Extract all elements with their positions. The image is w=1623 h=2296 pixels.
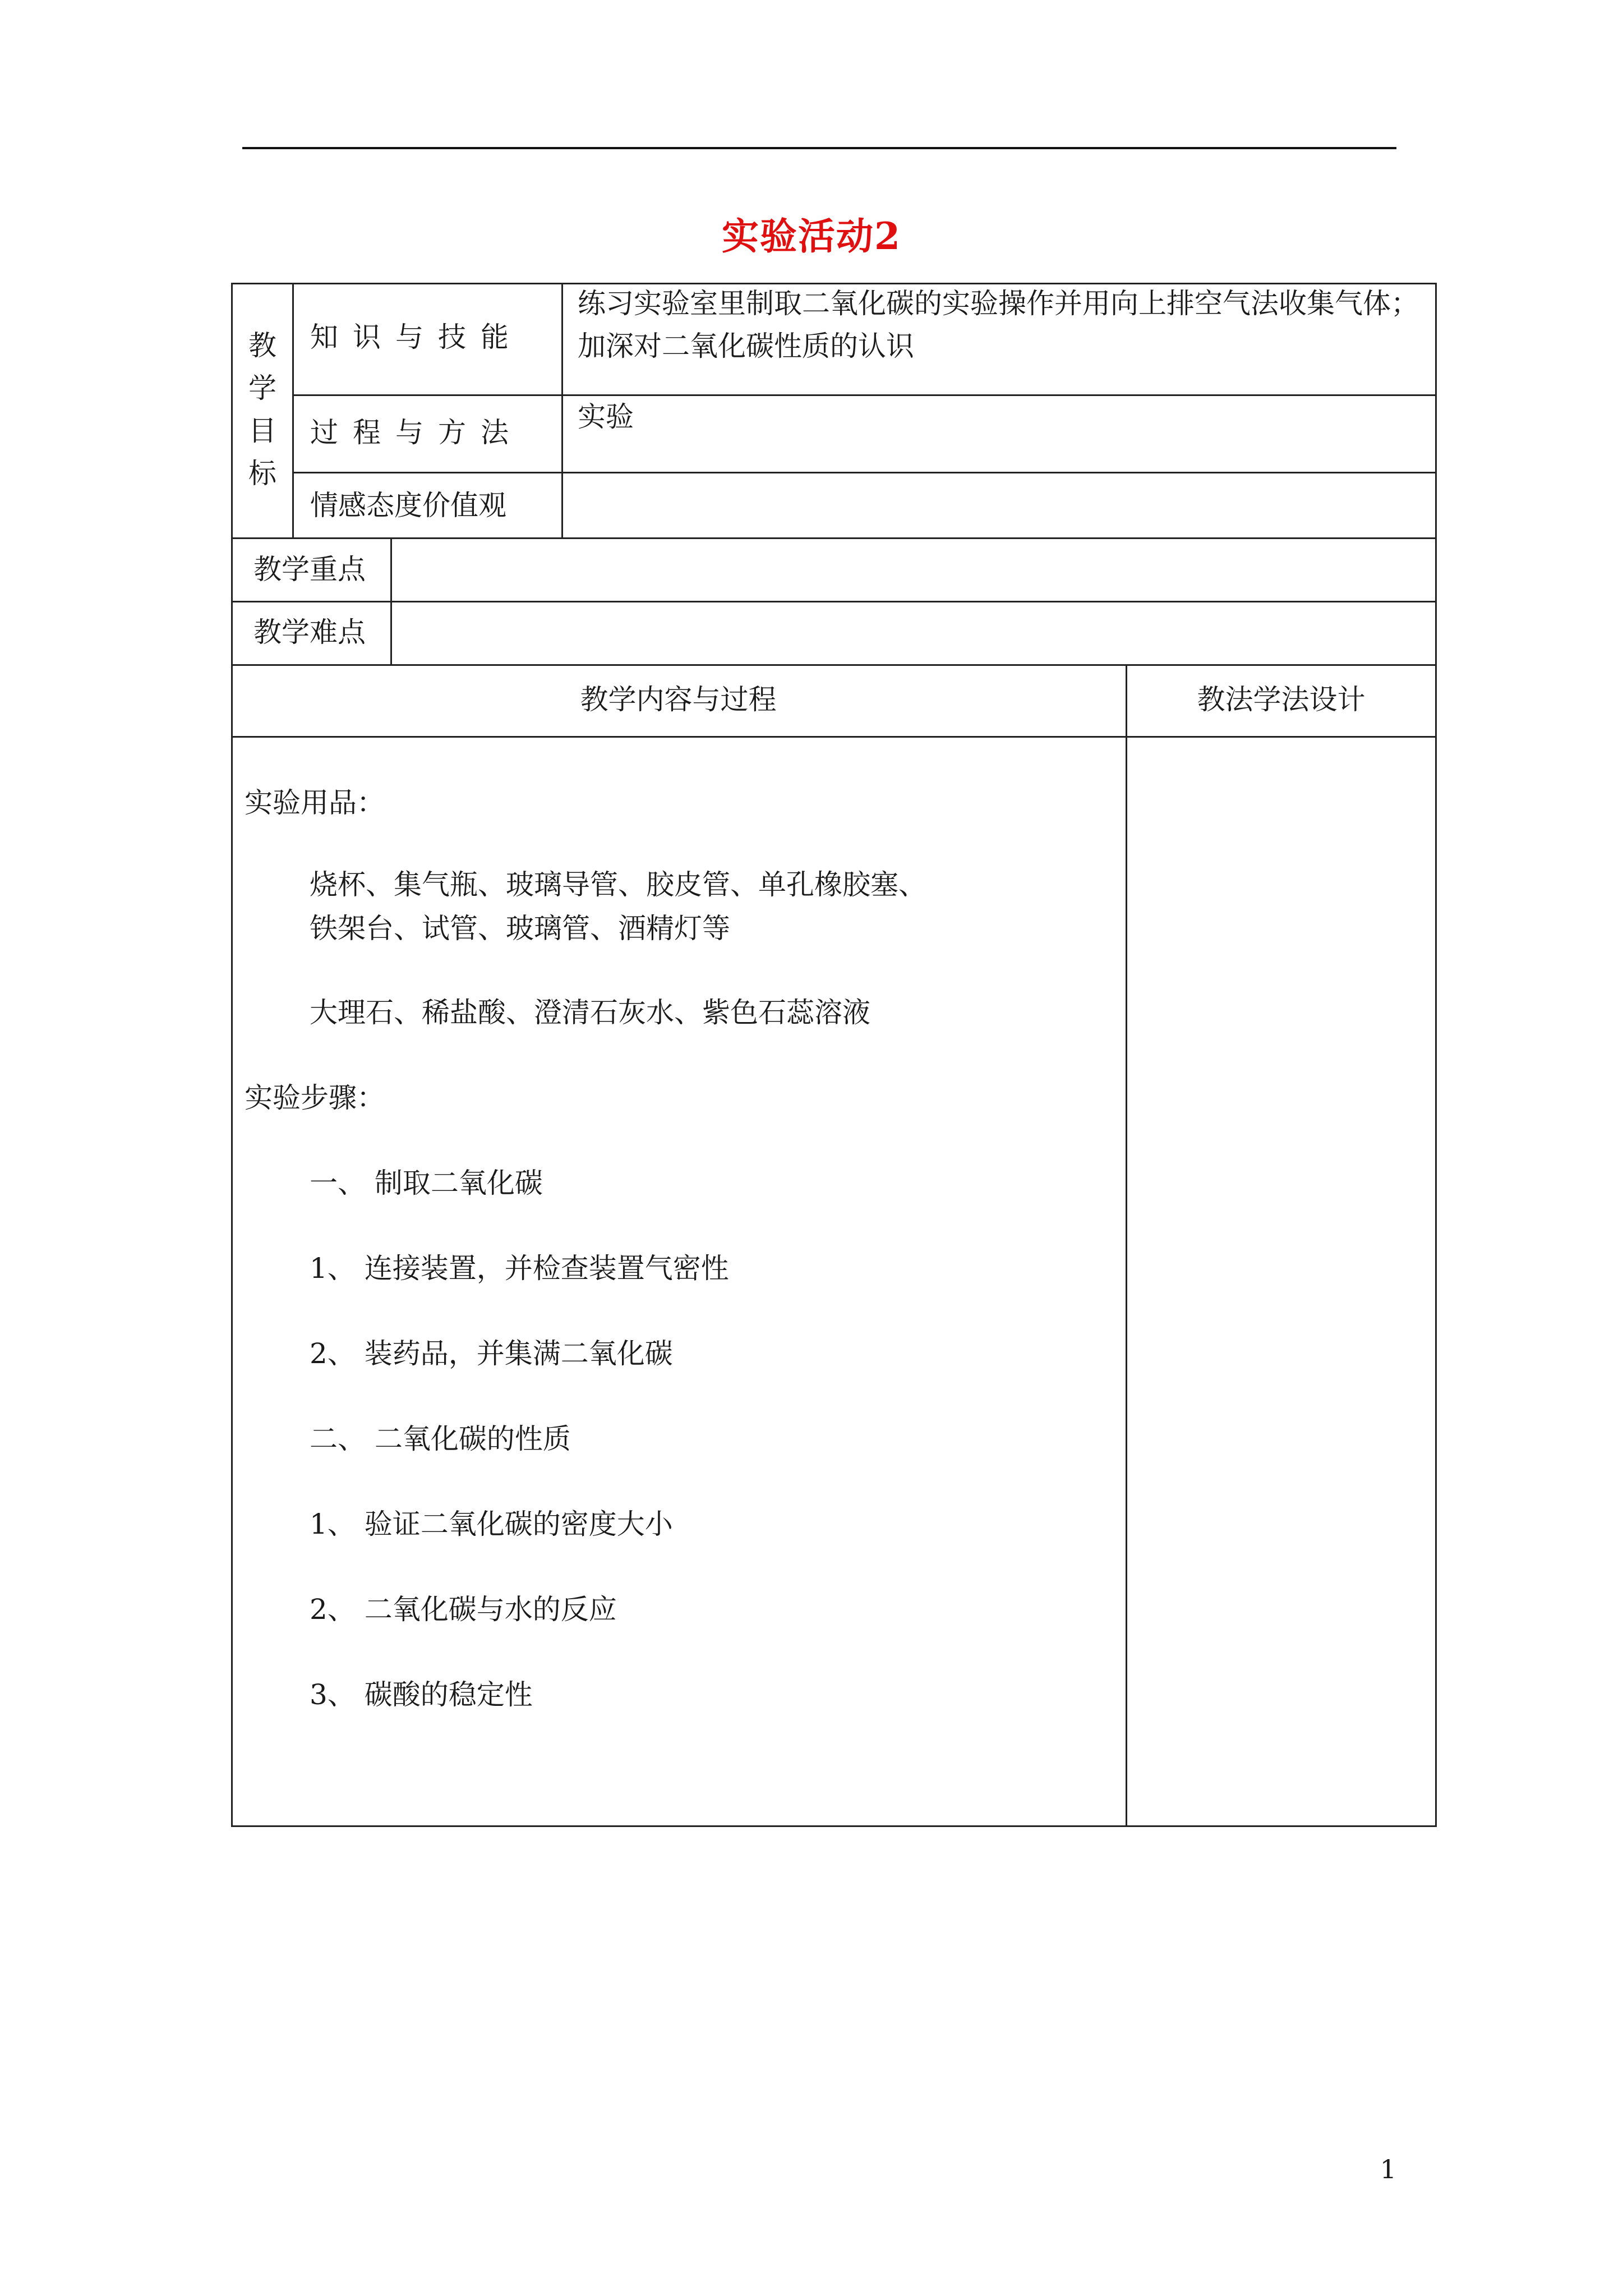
step-item: 1、 连接装置，并检查装置气密性 — [310, 1252, 729, 1285]
reagents-line: 大理石、稀盐酸、澄清石灰水、紫色石蕊溶液 — [310, 996, 870, 1029]
step-section-1: 一、 制取二氧化碳 — [310, 1167, 543, 1199]
materials-line-2: 铁架台、试管、玻璃管、酒精灯等 — [310, 912, 730, 945]
group-label-char: 目 — [248, 415, 276, 447]
knowledge-skills-line-2: 加深对二氧化碳性质的认识 — [578, 330, 914, 362]
group-label-char: 教 — [248, 329, 276, 362]
step-item: 3、 碳酸的稳定性 — [310, 1678, 533, 1711]
group-label-char: 学 — [248, 372, 276, 404]
header-rule — [242, 147, 1396, 149]
page-title: 实验活动2 — [722, 214, 901, 258]
group-label-char: 标 — [248, 457, 276, 490]
step-section-2: 二、 二氧化碳的性质 — [310, 1423, 571, 1455]
knowledge-skills-line-1: 练习实验室里制取二氧化碳的实验操作并用向上排空气法收集气体； — [578, 287, 1419, 320]
step-item: 2、 装药品，并集满二氧化碳 — [310, 1337, 673, 1370]
step-item: 1、 验证二氧化碳的密度大小 — [310, 1508, 673, 1540]
objectives-group-label — [246, 324, 279, 495]
page-number: 1 — [1380, 2154, 1396, 2184]
teaching-method-header: 教法学法设计 — [1197, 683, 1366, 716]
attitude-values-label: 情感态度价值观 — [310, 489, 506, 522]
teaching-focus-label: 教学重点 — [253, 553, 366, 586]
process-methods-label: 过程与方法 — [310, 416, 523, 449]
step-item: 2、 二氧化碳与水的反应 — [310, 1593, 617, 1626]
process-methods-content: 实验 — [578, 401, 634, 433]
materials-line-1: 烧杯、集气瓶、玻璃导管、胶皮管、单孔橡胶塞、 — [310, 868, 926, 901]
materials-heading: 实验用品： — [245, 786, 385, 819]
knowledge-skills-label: 知识与技能 — [310, 321, 523, 353]
content-process-header: 教学内容与过程 — [580, 683, 777, 716]
teaching-difficulty-label: 教学难点 — [253, 616, 366, 648]
steps-heading: 实验步骤： — [245, 1082, 385, 1114]
